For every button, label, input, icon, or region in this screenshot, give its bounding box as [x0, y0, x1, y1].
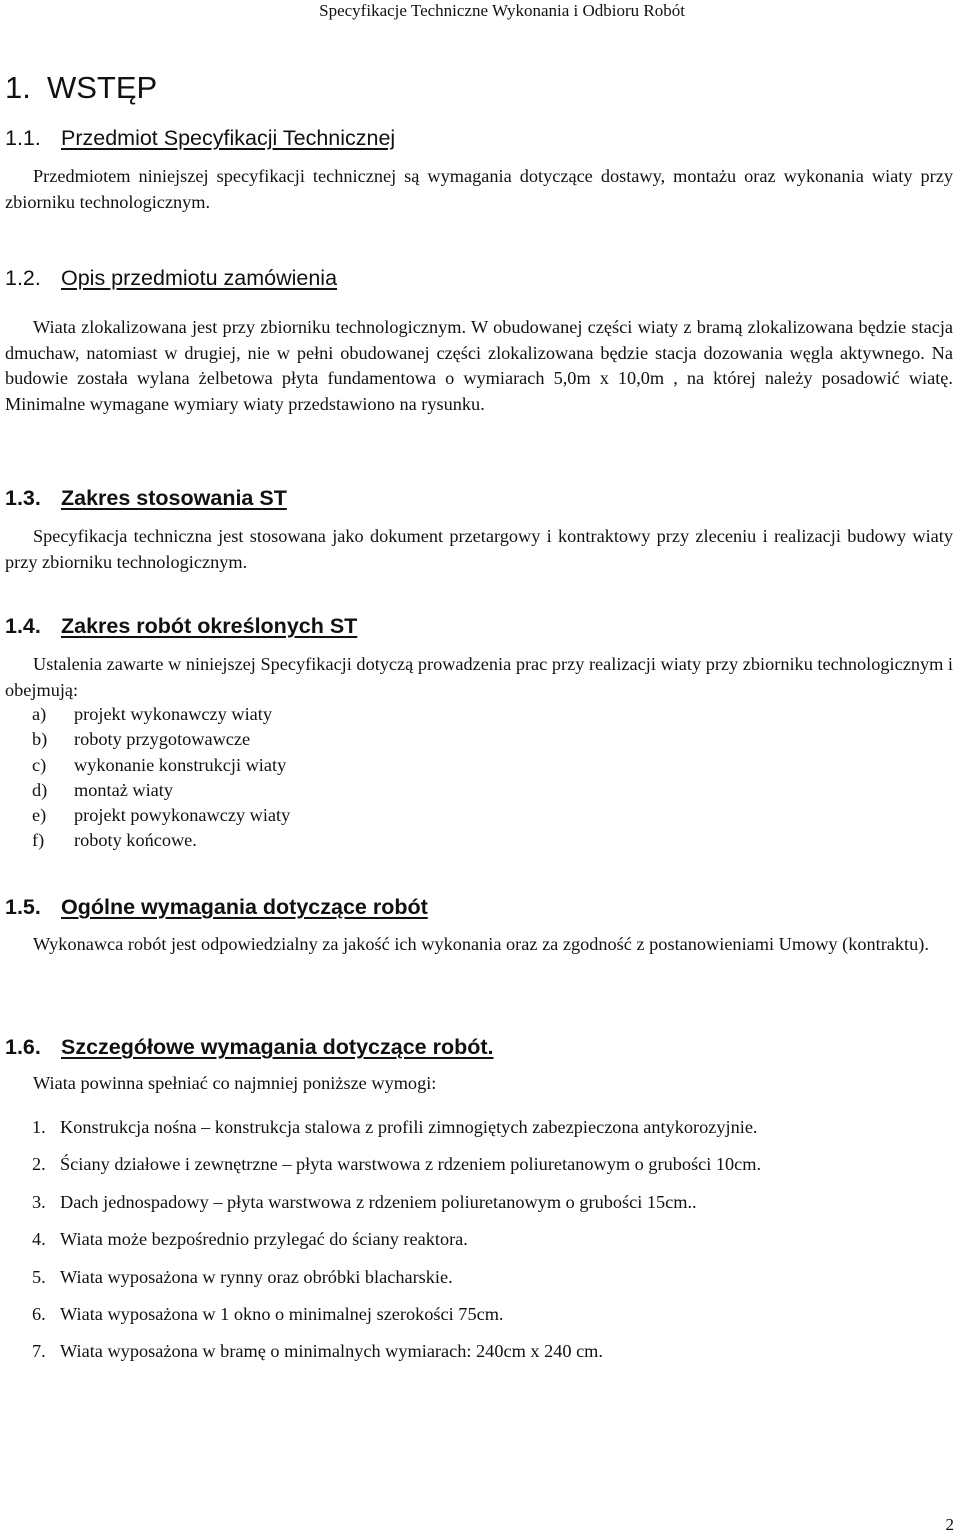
chapter-heading — [5, 69, 157, 107]
list-item — [32, 778, 290, 803]
list-item — [32, 828, 290, 853]
chapter-number: 1. — [5, 70, 31, 105]
section-text-1-4: Ustalenia zawarte w niniejszej Specyfikacji dotyczą prowadzenia prac przy realizacji wiaty przy zbiorniku technologicznym i obejmują: — [5, 654, 953, 700]
list-marker: 1. — [32, 1117, 46, 1137]
list-marker: c) — [32, 754, 47, 775]
section-number: 1.1. — [5, 126, 41, 150]
section-heading-1-6 — [5, 1033, 494, 1061]
section-text-1-1: Przedmiotem niniejszej specyfikacji technicznej są wymagania dotyczące dostawy, montażu oraz wykonania wiaty przy zbiorniku technologicznym. — [5, 166, 953, 212]
requirements-list — [32, 1109, 761, 1371]
list-marker: 7. — [32, 1341, 46, 1362]
list-item-text: roboty przygotowawcze — [74, 729, 251, 750]
section-heading-1-4 — [5, 612, 357, 640]
list-item-text: Wiata wyposażona w rynny oraz obróbki blacharskie. — [60, 1266, 453, 1287]
list-marker: 2. — [32, 1154, 46, 1175]
scope-list — [32, 702, 290, 854]
list-item-text: Wiata wyposażona w bramę o minimalnych wymiarach: 240cm x 240 cm. — [60, 1341, 603, 1362]
list-item — [32, 1333, 761, 1370]
section-text-1-5: Wykonawca robót jest odpowiedzialny za jakość ich wykonania oraz za zgodność z postanowieniami Umowy (kontraktu). — [33, 934, 929, 954]
section-title: Opis przedmiotu zamówienia — [61, 266, 338, 290]
section-title: Ogólne wymagania dotyczące robót — [61, 895, 428, 919]
text-part: W obudowanej części wiaty z bramą zlokalizowana będzie stacja dmuchaw, natomiast w drugiej, nie w pełni obudowanej części zlokalizowana będzie stacja dozowania węgla aktywnego. — [5, 317, 954, 363]
list-item-text: montaż wiaty — [74, 779, 173, 800]
section-number: 1.5. — [5, 895, 41, 919]
list-marker: b) — [32, 729, 48, 750]
list-marker: d) — [32, 779, 48, 800]
list-marker: 6. — [32, 1304, 46, 1325]
list-item — [32, 702, 290, 727]
section-title: Zakres robót określonych ST — [61, 614, 358, 638]
list-item-text: Dach jednospadowy – płyta warstwowa z rdzeniem poliuretanowym o grubości 15cm.. — [60, 1191, 697, 1212]
section-heading-1-5 — [5, 893, 428, 921]
list-item-text: Wiata może bezpośrednio przylegać do ściany reaktora. — [60, 1229, 468, 1250]
section-text-1-6: Wiata powinna spełniać co najmniej poniższe wymogi: — [33, 1073, 437, 1093]
section-heading-1-2 — [5, 264, 337, 292]
page-number: 2 — [945, 1515, 954, 1534]
list-item — [32, 1221, 761, 1258]
list-marker: a) — [32, 704, 47, 724]
text-part: Wiata zlokalizowana jest przy zbiorniku technologicznym. — [33, 317, 467, 337]
text-part: Na budowie została wylana żelbetowa płyta fundamentowa o wymiarach 5,0m x 10,0m , na której należy posadowić wiatę. — [5, 342, 953, 388]
text-part: Minimalne wymagane wymiary wiaty przedstawiono na rysunku. — [5, 393, 485, 414]
section-title: Zakres stosowania ST — [61, 486, 287, 510]
list-item-text: projekt powykonawczy wiaty — [74, 805, 291, 826]
chapter-title: WSTĘP — [47, 70, 158, 105]
list-item-text: wykonanie konstrukcji wiaty — [74, 754, 287, 775]
list-item-text: roboty końcowe. — [74, 830, 197, 851]
section-number: 1.2. — [5, 266, 41, 290]
section-title: Szczegółowe wymagania dotyczące robót. — [61, 1035, 494, 1059]
section-text-1-2 — [5, 315, 953, 417]
list-marker: 5. — [32, 1266, 46, 1287]
list-marker: 4. — [32, 1229, 46, 1250]
section-number: 1.4. — [5, 614, 41, 638]
section-text-1-3: Specyfikacja techniczna jest stosowana jako dokument przetargowy i kontraktowy przy zleceniu i realizacji budowy wiaty przy zbiorniku technologicznym. — [5, 526, 953, 572]
list-item-text: projekt wykonawczy wiaty — [74, 704, 272, 724]
section-number: 1.6. — [5, 1035, 41, 1059]
running-header: Specyfikacje Techniczne Wykonania i Odbioru Robót — [319, 1, 685, 20]
list-item — [32, 1296, 761, 1333]
list-marker: f) — [32, 830, 45, 851]
list-item — [32, 1259, 761, 1296]
section-number: 1.3. — [5, 486, 41, 510]
list-item — [32, 1109, 761, 1146]
list-marker: 3. — [32, 1191, 46, 1212]
list-item-text: Konstrukcja nośna – konstrukcja stalowa z profili zimnogiętych zabezpieczona antykorozyjnie. — [60, 1117, 758, 1137]
list-item — [32, 803, 290, 828]
list-item — [32, 1184, 761, 1221]
list-marker: e) — [32, 805, 47, 826]
section-heading-1-1 — [5, 124, 395, 152]
section-title: Przedmiot Specyfikacji Technicznej — [61, 126, 396, 150]
list-item-text: Ściany działowe i zewnętrzne – płyta warstwowa z rdzeniem poliuretanowym o grubości 10cm. — [60, 1154, 762, 1175]
section-heading-1-3 — [5, 484, 287, 512]
list-item-text: Wiata wyposażona w 1 okno o minimalnej szerokości 75cm. — [60, 1304, 504, 1325]
list-item — [32, 753, 290, 778]
list-item — [32, 727, 290, 752]
list-item — [32, 1146, 761, 1183]
